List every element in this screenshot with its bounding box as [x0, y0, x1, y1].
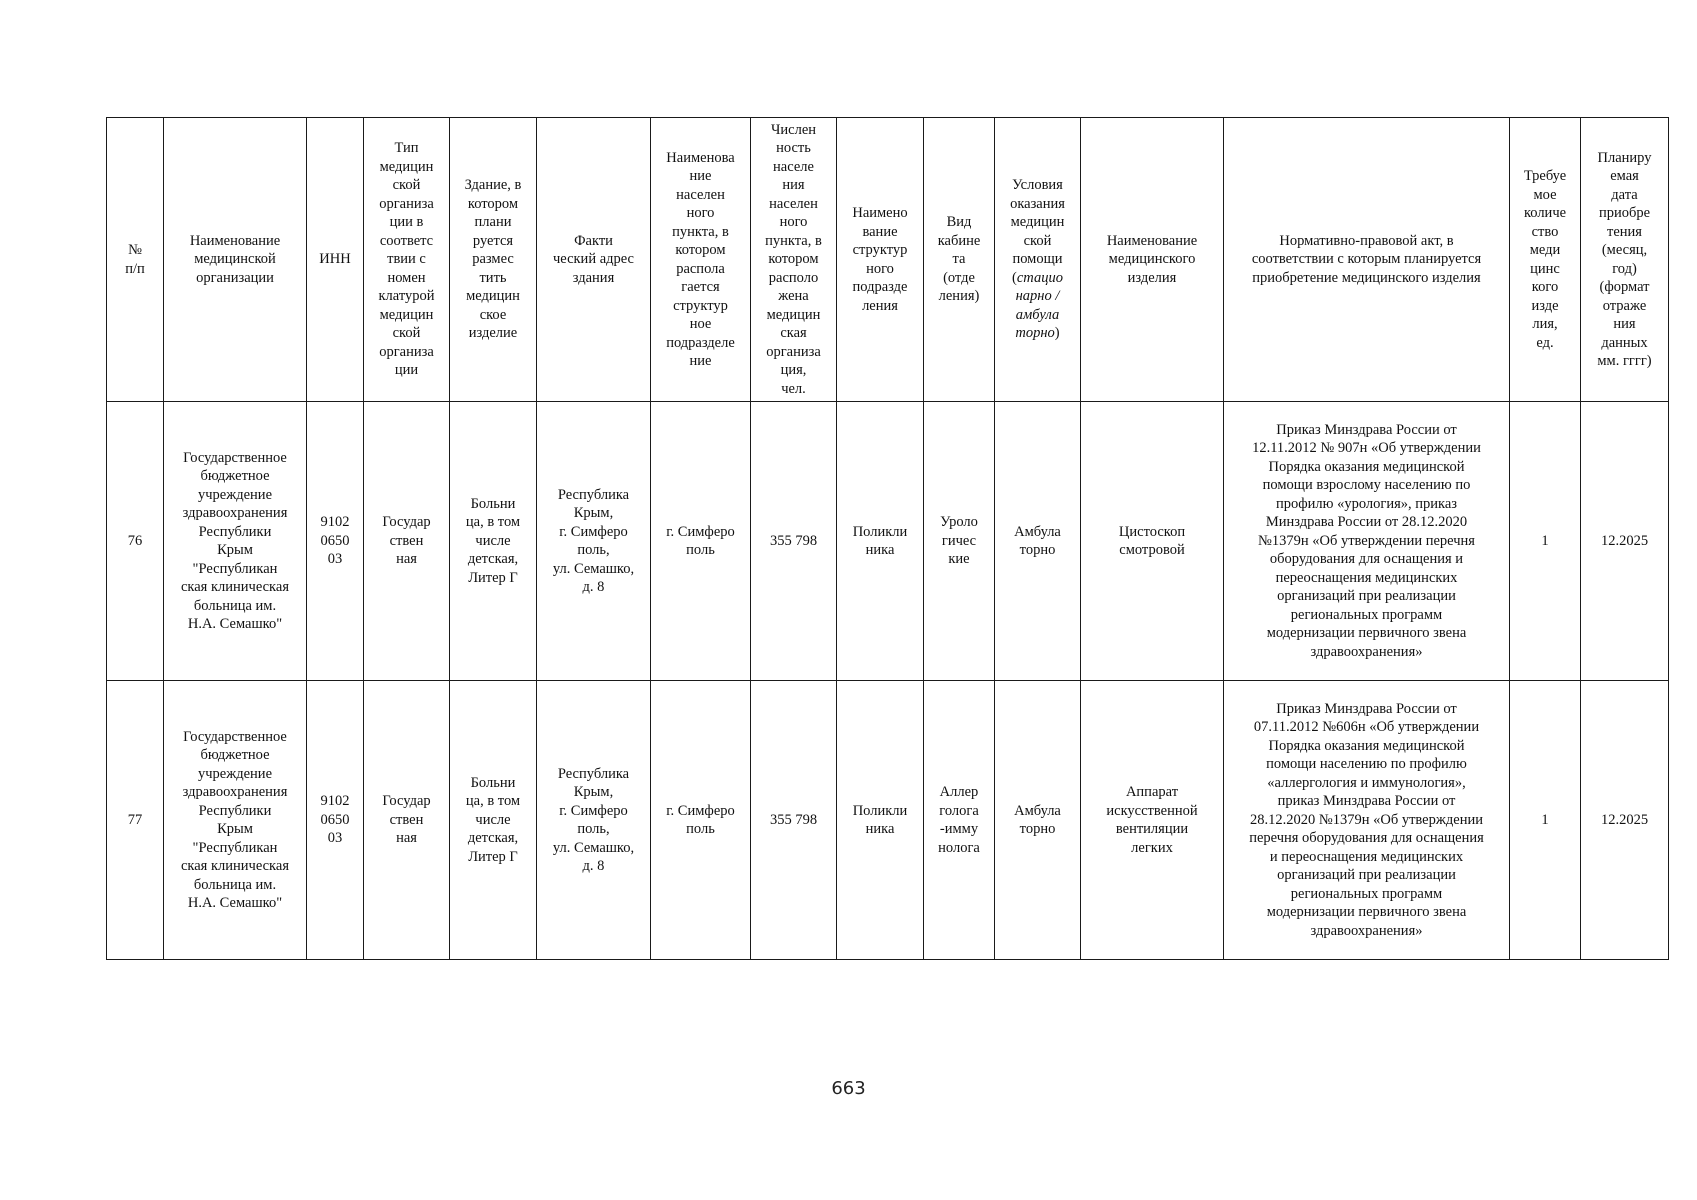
cell-unit-name: Поликли ника	[837, 402, 924, 681]
header-unit-name: Наимено вание структур ного подразде ления	[837, 118, 924, 402]
header-row	[107, 118, 1669, 402]
cell-org-name: Государственное бюджетное учреждение здравоохранения Республики Крым "Республикан ская клиническая больница им. Н.А. Семашко"	[164, 681, 307, 960]
cell-inn: 9102 0650 03	[307, 402, 364, 681]
cell-locality: г. Симферо поль	[651, 402, 751, 681]
cell-legal-act: Приказ Минздрава России от 12.11.2012 № 907н «Об утверждении Порядка оказания медицинской помощи взрослому населению по профилю «урология», приказ Минздрава России от 28.12.2020 №1379н «Об утверждении перечня оборудования для оснащения и переоснащения медицинских организаций при реализации региональных программ модернизации первичного звена здравоохранения»	[1224, 402, 1510, 681]
header-conditions	[995, 118, 1081, 402]
header-locality: Наименова ние населен ного пункта, в котором распола гается структур ное подразделе ние	[651, 118, 751, 402]
header-org-name: Наименование медицинской организации	[164, 118, 307, 402]
cell-org-type: Государ ствен ная	[364, 681, 450, 960]
cell-locality: г. Симферо поль	[651, 681, 751, 960]
header-population: Числен ность населе ния населен ного пункта, в котором располо жена медицин ская организа ция, чел.	[751, 118, 837, 402]
header-address: Факти ческий адрес здания	[537, 118, 651, 402]
header-conditions-suffix: )	[1054, 325, 1060, 342]
cell-conditions: Амбула торно	[995, 402, 1081, 681]
table-body	[107, 402, 1669, 960]
header-building: Здание, в котором плани руется размес тить медицин ское изделие	[450, 118, 537, 402]
cell-building: Больни ца, в том числе детская, Литер Г	[450, 402, 537, 681]
table-row	[107, 681, 1669, 960]
cell-date: 12.2025	[1581, 402, 1669, 681]
header-device: Наименование медицинского изделия	[1081, 118, 1224, 402]
cell-cabinet: Аллер голога -имму нолога	[924, 681, 995, 960]
cell-inn: 9102 0650 03	[307, 681, 364, 960]
cell-device: Аппарат искусственной вентиляции легких	[1081, 681, 1224, 960]
header-inn: ИНН	[307, 118, 364, 402]
cell-org-name: Государственное бюджетное учреждение здравоохранения Республики Крым "Республикан ская клиническая больница им. Н.А. Семашко"	[164, 402, 307, 681]
cell-date: 12.2025	[1581, 681, 1669, 960]
cell-cabinet: Уроло гичес кие	[924, 402, 995, 681]
header-date: Планиру емая дата приобре тения (месяц, год) (формат отраже ния данных мм. гггг)	[1581, 118, 1669, 402]
page-number: 663	[831, 1078, 866, 1099]
cell-population: 355 798	[751, 681, 837, 960]
table-header	[107, 118, 1669, 402]
equipment-table	[106, 117, 1669, 960]
cell-quantity: 1	[1510, 681, 1581, 960]
header-quantity: Требуе мое количе ство меди цинс кого изде лия, ед.	[1510, 118, 1581, 402]
cell-device: Цистоскоп смотровой	[1081, 402, 1224, 681]
cell-org-type: Государ ствен ная	[364, 402, 450, 681]
header-number: № п/п	[107, 118, 164, 402]
cell-conditions: Амбула торно	[995, 681, 1081, 960]
header-conditions-italic: стацио нарно / амбула торно	[1015, 269, 1063, 342]
cell-quantity: 1	[1510, 402, 1581, 681]
header-cabinet: Вид кабине та (отде ления)	[924, 118, 995, 402]
cell-unit-name: Поликли ника	[837, 681, 924, 960]
cell-address: Республика Крым, г. Симферо поль, ул. Семашко, д. 8	[537, 402, 651, 681]
cell-population: 355 798	[751, 402, 837, 681]
cell-legal-act: Приказ Минздрава России от 07.11.2012 №606н «Об утверждении Порядка оказания медицинской помощи населению по профилю «аллергология и иммунология», приказ Минздрава России от 28.12.2020 №1379н «Об утверждении перечня оборудования для оснащения и переоснащения медицинских организаций при реализации региональных программ модернизации первичного звена здравоохранения»	[1224, 681, 1510, 960]
header-org-type: Тип медицин ской организа ции в соответс твии с номен клатурой медицин ской организа ции	[364, 118, 450, 402]
header-conditions-prefix: Условия оказания медицин ской помощи (	[1010, 177, 1065, 286]
cell-number: 76	[107, 402, 164, 681]
cell-address: Республика Крым, г. Симферо поль, ул. Семашко, д. 8	[537, 681, 651, 960]
header-legal-act: Нормативно-правовой акт, в соответствии с которым планируется приобретение медицинского изделия	[1224, 118, 1510, 402]
cell-building: Больни ца, в том числе детская, Литер Г	[450, 681, 537, 960]
table-row	[107, 402, 1669, 681]
cell-number: 77	[107, 681, 164, 960]
